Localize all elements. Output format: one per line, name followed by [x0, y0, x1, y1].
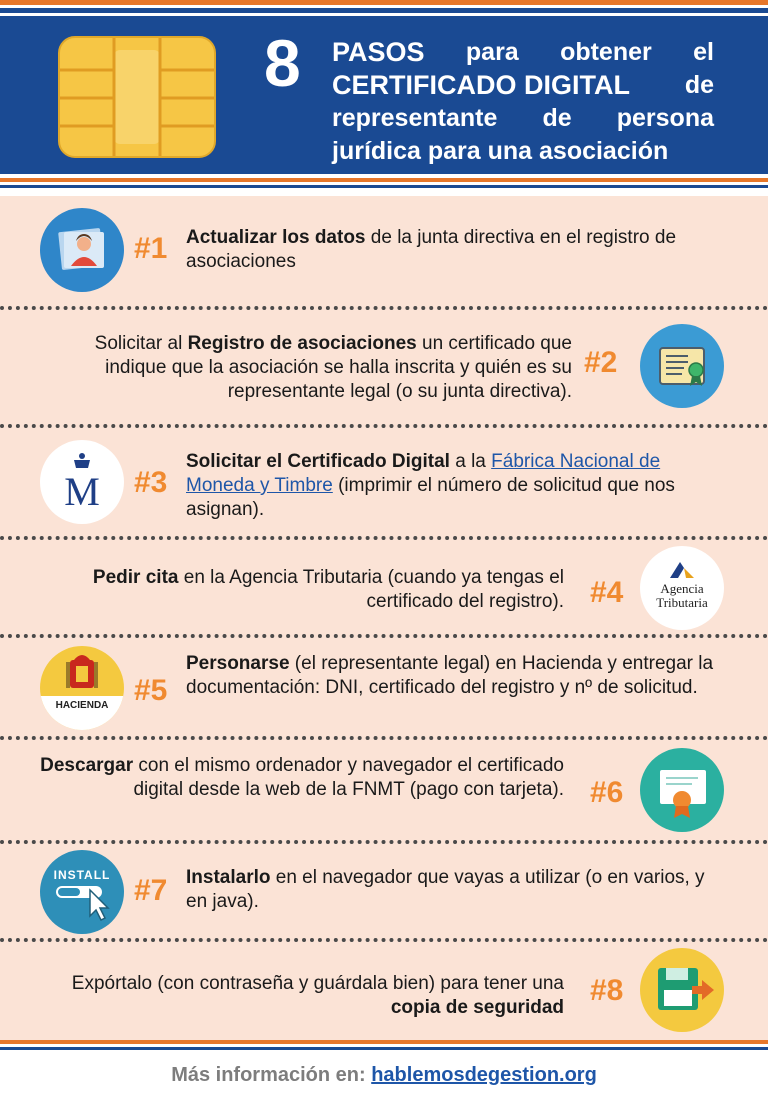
step-text [40, 332, 572, 404]
fnmt-link[interactable]: Fábrica Nacional de Moneda y Timbre [186, 451, 661, 496]
step-number: #3 [134, 466, 168, 499]
footer [0, 1064, 768, 1087]
page-title [332, 36, 714, 168]
title-word: PASOS [332, 37, 425, 67]
title-word: de [542, 104, 572, 132]
step-pre-text: Solicitar al [94, 333, 188, 354]
header-banner [0, 0, 768, 194]
step-number: #5 [134, 674, 168, 707]
title-line-3 [332, 102, 714, 135]
title-line-4 [332, 135, 714, 168]
title-line-2 [332, 69, 714, 102]
step-text [186, 450, 716, 522]
step-text [40, 754, 564, 802]
title-word: CERTIFICADO DIGITAL [332, 70, 630, 100]
diploma-icon [640, 748, 724, 832]
title-word: jurídica para una asociación [332, 137, 669, 165]
step-bold-text: Descargar [40, 755, 134, 776]
step-2 [0, 310, 768, 424]
step-number: #7 [134, 874, 168, 907]
step-text [40, 972, 564, 1020]
step-4 [0, 540, 768, 634]
step-rest-text: en el navegador que vayas a utilizar (o en varios, y en java). [186, 867, 705, 912]
step-text [40, 566, 564, 614]
step-bold-text: Registro de asociaciones [187, 333, 417, 354]
floppy-export-icon [640, 948, 724, 1032]
step-number: #1 [134, 232, 168, 265]
step-number: #2 [584, 346, 618, 379]
title-word: para [465, 38, 519, 66]
agencia-tributaria-logo [640, 546, 724, 630]
step-bold-text: Personarse [186, 653, 290, 674]
install-label: INSTALL [53, 868, 111, 882]
footer-label: Más información en: [171, 1064, 372, 1086]
step-bold-text: Solicitar el Certificado Digital [186, 451, 450, 472]
step-1 [0, 196, 768, 306]
fnmt-logo [40, 440, 124, 524]
step-number: #6 [590, 776, 624, 809]
title-line-1 [332, 36, 714, 69]
step-rest-text: (imprimir el número de solicitud que nos asignan). [186, 475, 675, 520]
step-mid-text: a la [449, 451, 492, 472]
certificate-icon [640, 324, 724, 408]
title-word: representante [332, 104, 498, 132]
header-stripe-top-blue [0, 8, 768, 13]
portrait-icon [40, 208, 124, 292]
footer-link[interactable]: hablemosdegestion.org [371, 1064, 597, 1086]
step-8 [0, 942, 768, 1040]
step-bold-text: Instalarlo [186, 867, 271, 888]
steps-count: 8 [264, 26, 301, 100]
step-rest-text: un certificado que indique que la asociación se halla inscrita y quién es su representante legal (o su junta directiva). [105, 333, 572, 402]
step-rest-text: en la Agencia Tributaria (cuando ya tengas el certificado del registro). [178, 567, 564, 612]
header-stripe-bottom-blue [0, 185, 768, 188]
title-word: persona [616, 104, 714, 132]
step-6 [0, 740, 768, 840]
step-7 [0, 844, 768, 938]
step-rest-text: de la junta directiva en el registro de asociaciones [186, 227, 677, 272]
step-number: #4 [590, 576, 624, 609]
step-text [186, 226, 726, 274]
footer-stripe-blue [0, 1047, 768, 1050]
agencia-text [640, 582, 724, 610]
step-bold-text: Actualizar los datos [186, 227, 366, 248]
step-rest-text: con el mismo ordenador y navegador el certificado digital desde la web de la FNMT (pago con tarjeta). [133, 755, 564, 800]
tributaria-word: Tributaria [656, 595, 708, 610]
footer-stripe-orange [0, 1040, 768, 1044]
install-icon [40, 850, 124, 934]
title-word: obtener [560, 38, 652, 66]
title-word: el [693, 38, 714, 66]
step-5 [0, 638, 768, 736]
fnmt-letter: M [64, 469, 100, 514]
hacienda-label: HACIENDA [55, 700, 109, 711]
step-3 [0, 428, 768, 536]
hacienda-logo [40, 646, 124, 730]
step-pre-text: Expórtalo (con contraseña y guárdala bien) para tener una [71, 973, 564, 994]
agencia-word: Agencia [660, 581, 704, 596]
title-word: de [684, 71, 714, 99]
header-stripe-top [0, 0, 768, 5]
step-text [186, 652, 726, 700]
step-text [186, 866, 716, 914]
step-bold-text: Pedir cita [92, 567, 179, 588]
step-bold-text: copia de seguridad [390, 997, 564, 1018]
step-number: #8 [590, 974, 624, 1007]
header-stripe-bottom [0, 178, 768, 182]
step-rest-text: (el representante legal) en Hacienda y entregar la documentación: DNI, certificado del registro y nº de solicitud. [186, 653, 714, 698]
smart-chip-icon [58, 36, 216, 158]
